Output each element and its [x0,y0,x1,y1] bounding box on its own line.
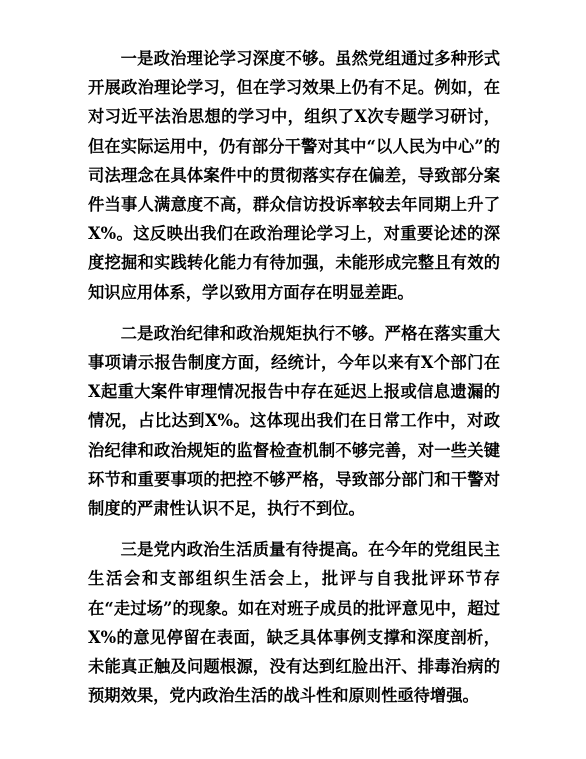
document-page [88,44,500,722]
paragraph-party-life: 三是党内政治生活质量有待提高。在今年的党组民主生活会和支部组织生活会上，批评与自我批评环节存在“走过场”的现象。如在对班子成员的批评意见中，超过X%的意见停留在表面，缺乏具体事例支撑和深度剖析，未能真正触及问题根源，没有达到红脸出汗、排毒治病的预期效果，党内政治生活的战斗性和原则性亟待增强。 [88,540,500,706]
paragraph-political-theory: 一是政治理论学习深度不够。虽然党组通过多种形式开展政治理论学习，但在学习效果上仍有不足。例如，在对习近平法治思想的学习中，组织了X次专题学习研讨，但在实际运用中，仍有部分干警对其中“以人民为中心”的司法理念在具体案件中的贯彻落实存在偏差，导致部分案件当事人满意度不高，群众信访投诉率较去年同期上升了X%。这反映出我们在政治理论学习上，对重要论述的深度挖掘和实践转化能力有待加强，未能形成完整且有效的知识应用体系，学以致用方面存在明显差距。 [88,49,500,302]
paragraph-political-discipline: 二是政治纪律和政治规矩执行不够。严格在落实重大事项请示报告制度方面，经统计，今年以来有X个部门在X起重大案件审理情况报告中存在延迟上报或信息遗漏的情况，占比达到X%。这体现出我们在日常工作中，对政治纪律和政治规矩的监督检查机制不够完善，对一些关键环节和重要事项的把控不够严格，导致部分部门和干警对制度的严肃性认识不足，执行不到位。 [88,323,500,519]
